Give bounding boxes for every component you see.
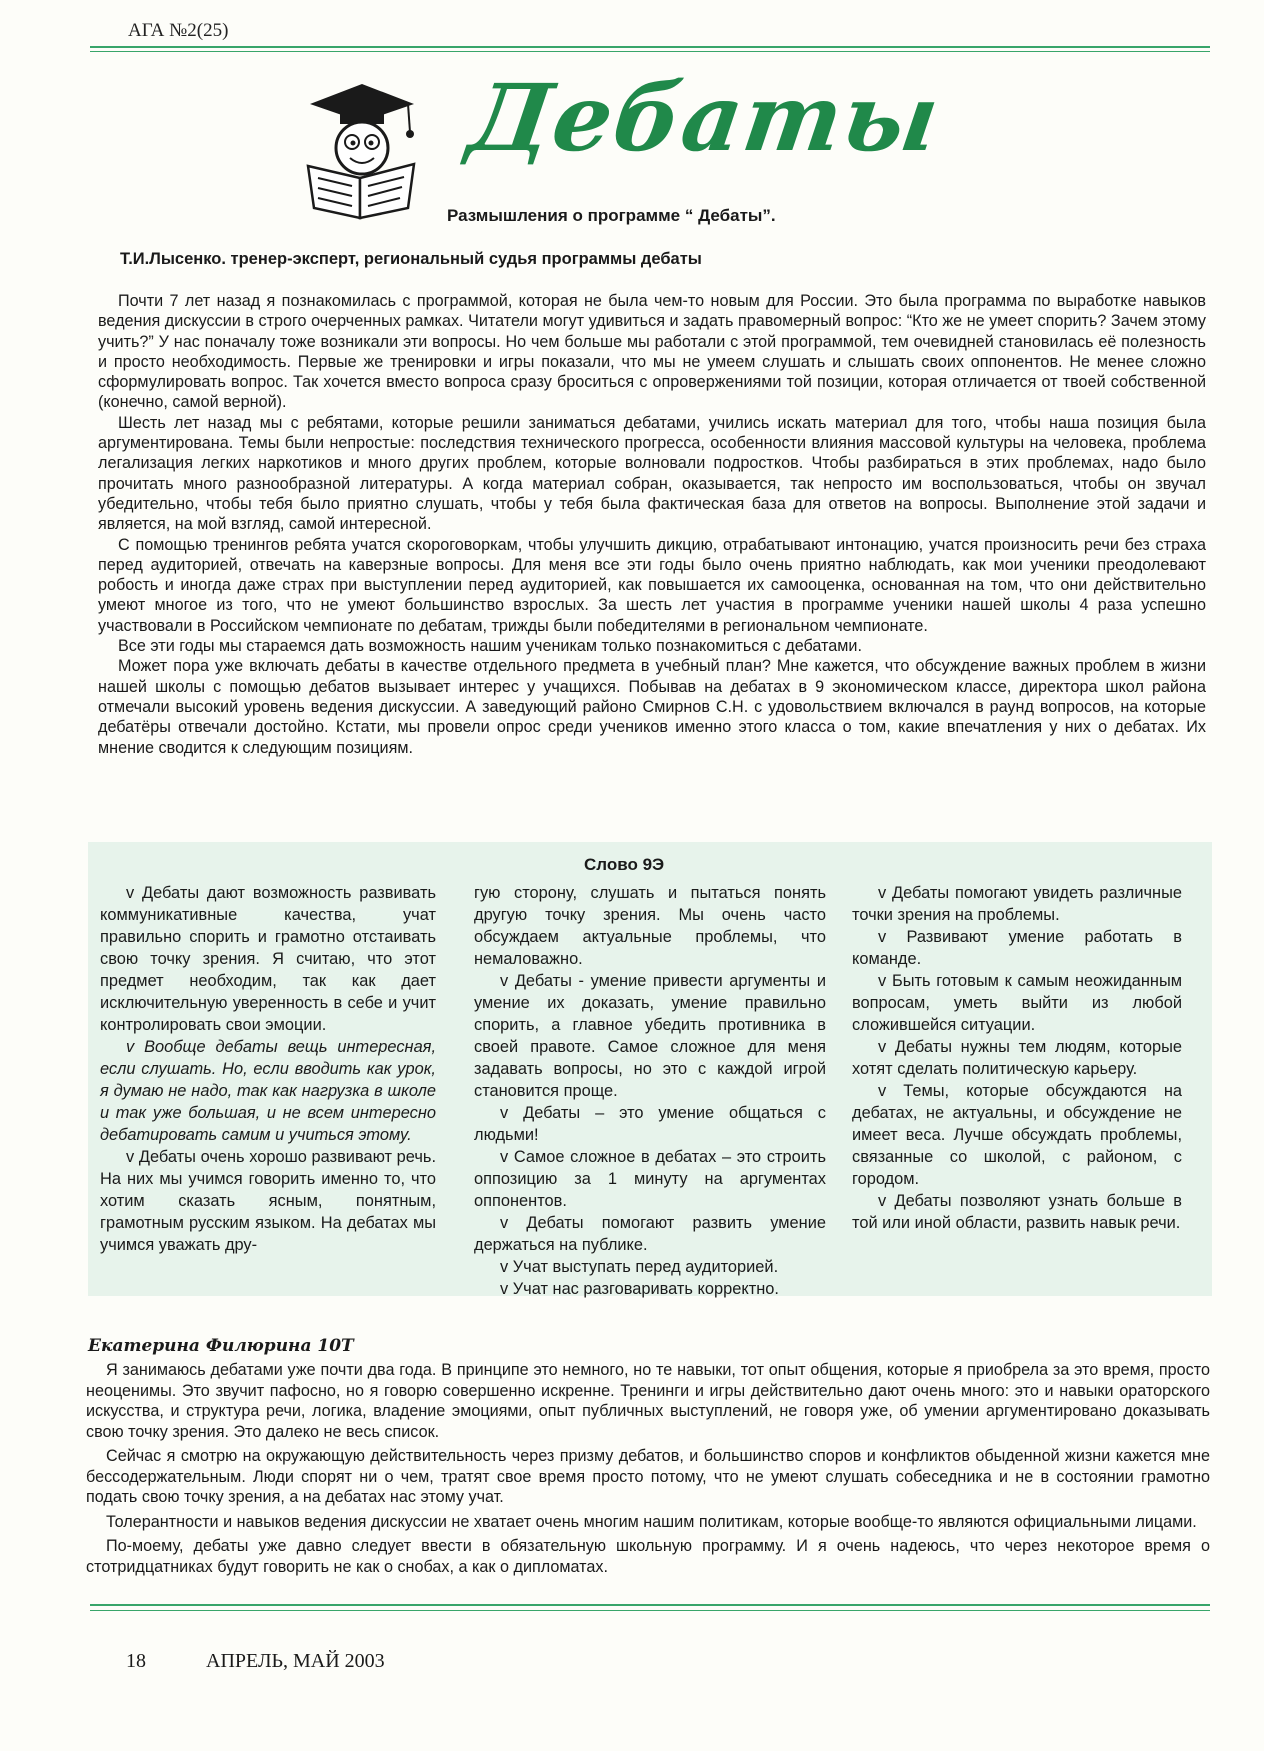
author-signature: Екатерина Филюрина 10Т	[88, 1336, 354, 1356]
student-essay	[86, 1360, 1210, 1581]
issue-label: АГА №2(25)	[128, 20, 229, 41]
opinion-item: v Быть готовым к самым неожиданным вопросам, уметь выйти из любой сложившейся ситуации.	[852, 972, 1182, 1034]
footer-rule-thin	[90, 1610, 1210, 1611]
paragraph: Толерантности и навыков ведения дискуссии не хватает очень многим нашим политикам, которые вообще-то являются официальными лицами.	[106, 1512, 1197, 1531]
opinion-item: v Самое сложное в дебатах – это строить оппозицию за 1 минуту на аргументах оппонентов.	[474, 1148, 826, 1210]
header-rule-thin	[90, 51, 1210, 52]
paragraph: По-моему, дебаты уже давно следует ввести в обязательную школьную программу. И я очень надеюсь, что через некоторое время о стотридцатниках будут говорить не как о снобах, а как о дипломатах.	[86, 1537, 1210, 1576]
box-column-3	[852, 882, 1182, 1234]
opinion-item: v Учат нас разговаривать корректно.	[500, 1280, 779, 1298]
page-number: 18	[126, 1650, 146, 1672]
article-body	[98, 291, 1206, 758]
paragraph: Может пора уже включать дебаты в качестве отдельного предмета в учебный план? Мне кажется, что обсуждение важных проблем в жизни нашей школы с помощью дебатов вызывает интерес у учащихся. Побывав на дебатах в 9 экономическом классе, директора школ района отмечали высокий уровень ведения дискуссии. А заведующий районо Смирнов С.Н. с удовольствием включался в раунд вопросов, на которые дебатёры отвечали достойно. Кстати, мы провели опрос среди учеников именно этого класса о том, какие впечатления у них о дебатах. Их мнение сводится к следующим позициям.	[98, 657, 1206, 757]
opinion-item: v Учат выступать перед аудиторией.	[500, 1258, 779, 1276]
opinion-item: v Дебаты помогают увидеть различные точки зрения на проблемы.	[852, 884, 1182, 924]
opinion-item: гую сторону, слушать и пытаться понять другую точку зрения. Мы очень часто обсуждаем актуальные проблемы, что немаловажно.	[474, 884, 826, 968]
header-rule	[90, 46, 1210, 48]
article-byline: Т.И.Лысенко. тренер-эксперт, региональный судья программы дебаты	[120, 250, 702, 268]
masthead-title: Дебаты	[462, 64, 947, 172]
graduate-cap-reader-icon	[300, 82, 420, 222]
opinion-item: v Дебаты очень хорошо развивают речь. На них мы учимся говорить именно то, что хотим сказать ясным, понятным, грамотным русским языком. На дебатах мы учимся уважать дру-	[100, 1148, 436, 1254]
paragraph: Почти 7 лет назад я познакомилась с программой, которая не была чем-то новым для России. Это была программа по выработке навыков ведения дискуссии в строго очерченных рамках. Читатели могут удивиться и задать правомерный вопрос: “Кто же не умеет спорить? Зачем этому учить?” У нас поначалу тоже возникали эти вопросы. Но чем больше мы работали с этой программой, тем очевидней становилась её полезность и просто необходимость. Первые же тренировки и игры показали, что мы не умеем слушать и слышать своих оппонентов. Не менее сложно сформулировать вопрос. Так хочется вместо вопроса сразу броситься с опровержениями той позиции, которая отличается от твоей собственной (конечно, самой верной).	[98, 292, 1206, 412]
opinion-item: v Дебаты – это умение общаться с людьми!	[474, 1104, 826, 1144]
paragraph: Все эти годы мы стараемся дать возможность нашим ученикам только познакомиться с дебатами.	[118, 637, 862, 656]
opinion-item: v Вообще дебаты вещь интересная, если слушать. Но, если вводить как урок, я думаю не надо, так как нагрузка в школе и так уже большая, и не всем интересно дебатировать самим и учиться этому.	[100, 1038, 436, 1144]
opinion-item: v Дебаты нужны тем людям, которые хотят сделать политическую карьеру.	[852, 1038, 1182, 1078]
issue-date: АПРЕЛЬ, МАЙ 2003	[206, 1650, 385, 1672]
paragraph: Шесть лет назад мы с ребятами, которые решили заниматься дебатами, учились искать материал для того, чтобы наша позиция была аргументирована. Темы были непростые: последствия технического прогресса, особенности влияния массовой культуры на человека, проблема легализация легких наркотиков и много других проблем, которые волновали подростков. Чтобы разбираться в этих проблемах, надо было прочитать много разнообразной литературы. А когда материал собран, оказывается, так непросто им воспользоваться, чтобы он звучал убедительно, чтобы тебя было приятно слушать, чтобы у тебя была фактическая база для ответов на вопросы. Выполнение этой задачи и является, на мой взгляд, самой интересной.	[98, 413, 1206, 534]
box-column-2	[474, 882, 826, 1300]
opinion-item: v Дебаты позволяют узнать больше в той или иной области, развить навык речи.	[852, 1192, 1182, 1232]
paragraph: Я занимаюсь дебатами уже почти два года. В принципе это немного, но те навыки, тот опыт общения, которые я приобрела за это время, просто неоценимы. Это звучит пафосно, но я говорю совершенно искренне. Тренинги и игры действительно дают очень много: это и навыки ораторского искусства, и структура речи, логика, владение эмоциями, опыт публичных выступлений, не говоря уже, об умении аргументировано доказывать свою точку зрения. Это далеко не весь список.	[86, 1361, 1210, 1441]
opinion-item: v Темы, которые обсуждаются на дебатах, не актуальны, и обсуждение не имеет веса. Лучше обсуждать проблемы, связанные со школой, с районом, с городом.	[852, 1082, 1182, 1188]
masthead-subtitle: Размышления о программе “ Дебаты”.	[447, 206, 776, 225]
box-column-1	[100, 882, 436, 1256]
opinion-item: v Дебаты дают возможность развивать коммуникативные качества, учат правильно спорить и грамотно отстаивать свою точку зрения. Я считаю, что этот предмет необходим, так как дает исключительную уверенность в себе и учит контролировать свои эмоции.	[100, 884, 436, 1034]
opinion-item: v Развивают умение работать в команде.	[852, 928, 1182, 968]
box-title: Слово 9Э	[584, 855, 665, 874]
opinion-item: v Дебаты помогают развить умение держаться на публике.	[474, 1214, 826, 1254]
paragraph: С помощью тренингов ребята учатся скороговоркам, чтобы улучшить дикцию, отрабатывают интонацию, учатся произносить речи без страха перед аудиторией, отвечать на каверзные вопросы. Для меня все эти годы было очень приятно наблюдать, как мои ученики преодолевают робость и иногда даже страх при выступлении перед аудиторией, как повышается их самооценка, основанная на том, что они действительно умеют многое из того, что не умеют большинство взрослых. За шесть лет участия в программе ученики нашей школы 4 раза успешно участвовали в Российском чемпионате по дебатам, трижды были победителями в региональном чемпионате.	[98, 535, 1206, 635]
opinion-item: v Дебаты - умение привести аргументы и умение их доказать, умение правильно спорить, а главное убедить противника в своей правоте. Самое сложное для меня задавать вопросы, но это с каждой игрой становится проще.	[474, 972, 826, 1100]
footer-rule	[90, 1604, 1210, 1606]
paragraph: Сейчас я смотрю на окружающую действительность через призму дебатов, и большинство споров и конфликтов обыденной жизни кажется мне бессодержательным. Люди спорят ни о чем, тратят свое время просто потому, что не умеют слушать собеседника и не в состоянии грамотно подать свою точку зрения, а на дебатах нас этому учат.	[86, 1447, 1210, 1506]
